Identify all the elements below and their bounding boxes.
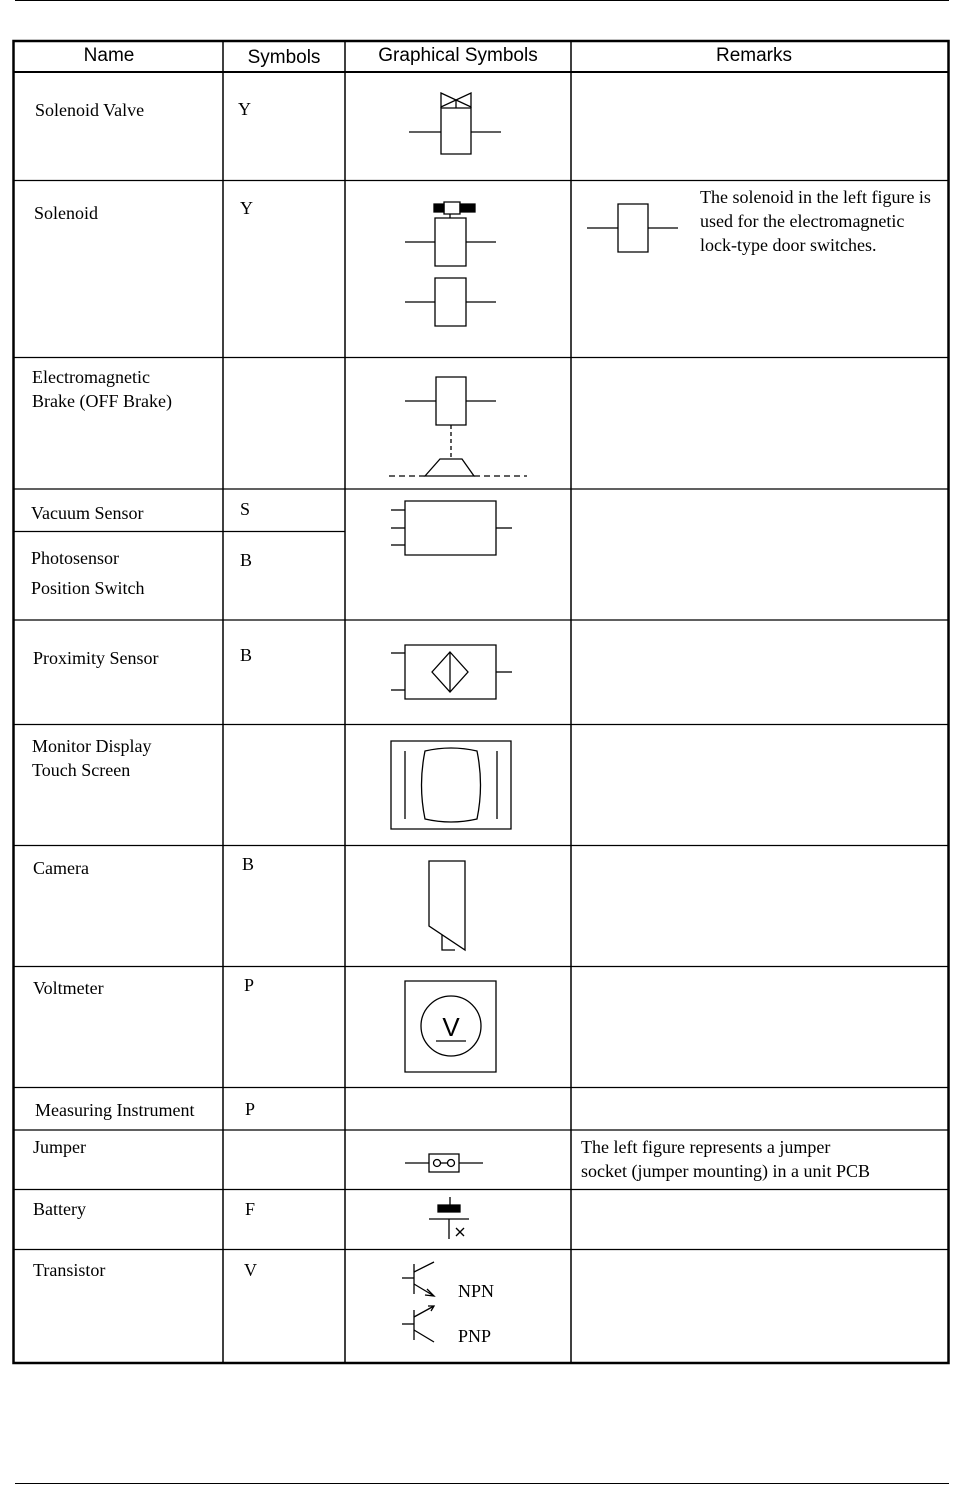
row-name: Solenoid Valve [35,100,145,120]
header-remarks: Remarks [715,45,792,66]
row-remarks-line-1: The left figure represents a jumper [581,1137,831,1157]
row-name: Proximity Sensor [33,648,159,668]
npn-label: NPN [458,1281,495,1301]
row-symbol: B [240,645,253,665]
row-symbol: V [244,1260,257,1280]
row-name-line-1: Electromagnetic [32,367,150,387]
row-name: Battery [33,1199,86,1219]
solenoid-icon [400,196,500,330]
voltmeter-label: V [442,1012,460,1042]
row-name: Vacuum Sensor [31,503,144,523]
voltmeter-icon [403,979,499,1075]
electromagnetic-brake-icon [385,372,530,482]
row-symbol: Y [240,198,253,218]
pnp-label: PNP [458,1326,492,1346]
solenoid-valve-icon [405,90,505,158]
battery-icon [425,1195,475,1243]
row-name-line-2: Touch Screen [32,760,131,780]
row-name: Measuring Instrument [35,1100,195,1120]
header-symbols: Symbols [247,47,321,68]
header-name: Name [83,45,135,66]
row-symbol: F [245,1199,256,1219]
proximity-sensor-icon [388,640,518,704]
row-name: Solenoid [34,203,99,223]
row-symbol: Y [238,99,251,119]
solenoid-remark-icon [585,202,680,254]
row-symbol: P [245,1099,256,1119]
camera-icon [425,858,471,954]
row-symbol: P [244,975,255,995]
row-name-line-1: Monitor Display [32,736,152,756]
jumper-icon [403,1150,485,1176]
row-name: Voltmeter [33,978,104,998]
row-name-line-2: Brake (OFF Brake) [32,391,172,411]
monitor-display-icon [388,738,514,832]
row-symbol: B [242,854,255,874]
row-name-line-2: Position Switch [31,578,145,598]
transistor-icon [398,1258,446,1348]
row-symbol: B [240,550,253,570]
row-name: Camera [33,858,89,878]
row-remarks: The solenoid in the left figure is used for the electromagnetic lock-type door switches. [700,187,931,255]
row-symbol: S [240,499,251,519]
header-graphical-symbols: Graphical Symbols [378,45,538,66]
sensor-box-icon [388,497,518,559]
row-name-line-1: Photosensor [31,548,120,568]
row-name: Jumper [33,1137,86,1157]
row-remarks-line-2: socket (jumper mounting) in a unit PCB [581,1161,870,1181]
row-name: Transistor [33,1260,106,1280]
